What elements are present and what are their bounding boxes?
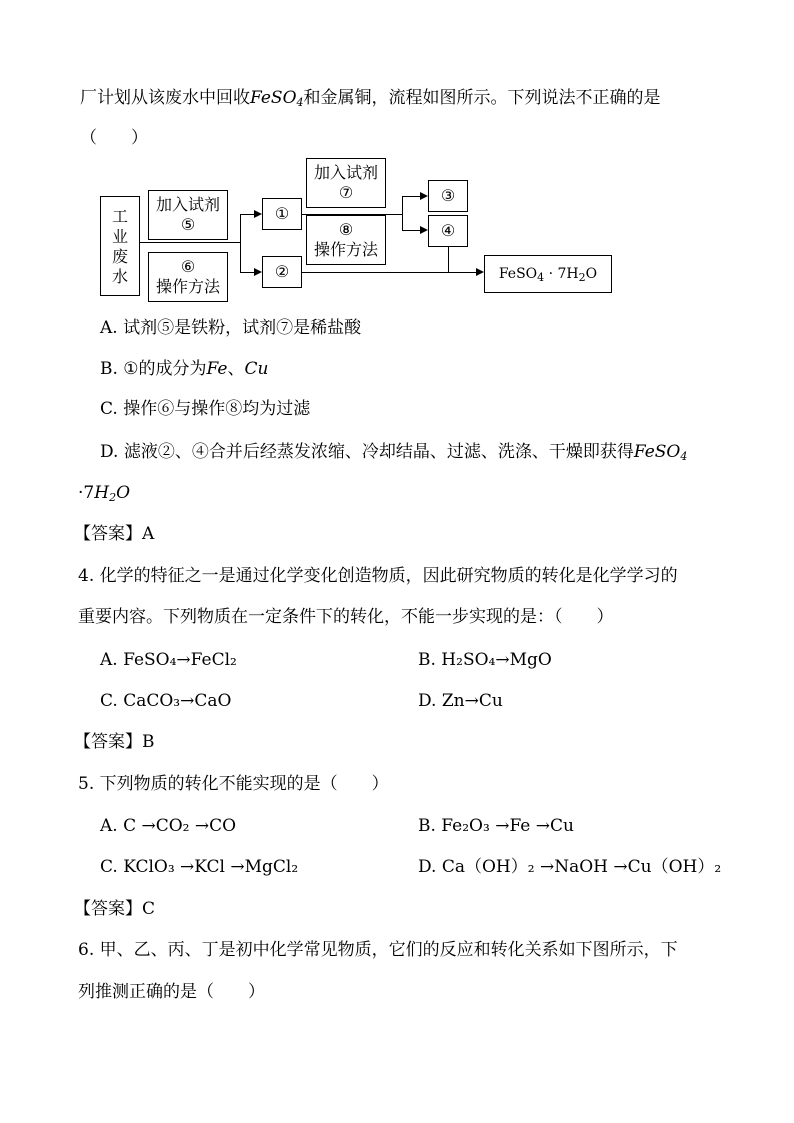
- q4-stem-line-2: 重要内容。下列物质在一定条件下的转化，不能一步实现的是：（ ）: [78, 607, 614, 627]
- connector-line: [240, 272, 254, 273]
- product-box: FeSO$_4$ · $7H_2O$: [484, 255, 612, 293]
- node-4-box: ④: [428, 215, 468, 247]
- operation-6-box: [148, 252, 228, 302]
- operation-6-number: ⑥: [180, 257, 196, 276]
- connector-line: [140, 242, 240, 243]
- connector-line: [402, 196, 403, 230]
- node-3-box: ③: [428, 180, 468, 212]
- reagent-7-label: 加入试剂: [313, 163, 378, 182]
- arrow-head: [420, 226, 428, 234]
- reagent-5-label: 加入试剂: [155, 195, 220, 214]
- q4-option-a: A. FeSO₄→FeCl₂: [100, 650, 237, 670]
- q3-option-d: D. 滤液②、④合并后经蒸发浓缩、冷却结晶、过滤、洗涤、干燥即获得FeSO$_4$: [100, 442, 688, 463]
- operation-6-label: 操作方法: [155, 277, 220, 296]
- connector-line: [302, 214, 402, 215]
- q4-option-c: C. CaCO₃→CaO: [100, 691, 232, 711]
- connector-line: [240, 214, 241, 272]
- q5-option-b: B. Fe₂O₃ →Fe →Cu: [418, 816, 574, 836]
- q3-option-a: A. 试剂⑤是铁粉，试剂⑦是稀盐酸: [100, 318, 362, 338]
- connector-line: [448, 247, 449, 272]
- process-flow-diagram: [0, 0, 794, 320]
- reagent-7-number: ⑦: [338, 183, 354, 202]
- operation-8-label: 操作方法: [313, 240, 378, 259]
- node-2-box: ②: [262, 256, 302, 288]
- q4-option-d: D. Zn→Cu: [418, 691, 503, 711]
- intro-formula: FeSO$_4$: [250, 88, 304, 109]
- arrow-head: [476, 268, 484, 276]
- reagent-5-number: ⑤: [180, 215, 196, 234]
- q4-option-b: B. H₂SO₄→MgO: [418, 650, 552, 670]
- node-1-box: ①: [262, 198, 302, 230]
- wastewater-box: [100, 196, 140, 296]
- connector-line: [402, 230, 420, 231]
- reagent-5-box: [148, 190, 228, 240]
- q4-stem-line-1: 4. 化学的特征之一是通过化学变化创造物质，因此研究物质的转化是化学学习的: [78, 566, 678, 586]
- wastewater-char-3: 废: [111, 247, 128, 266]
- q3-option-c: C. 操作⑥与操作⑧均为过滤: [100, 399, 311, 419]
- q5-stem: 5. 下列物质的转化不能实现的是（ ）: [78, 774, 389, 794]
- arrow-head: [420, 192, 428, 200]
- connector-line: [302, 272, 476, 273]
- q4-answer: 【答案】B: [74, 732, 155, 752]
- connector-line: [240, 214, 254, 215]
- q3-option-d-continued: $\cdot 7H_2O$: [78, 483, 130, 504]
- connector-line: [402, 196, 420, 197]
- intro-text-1: 厂计划从该废水中回收: [80, 88, 250, 108]
- arrow-head: [254, 210, 262, 218]
- wastewater-char-1: 工: [111, 207, 128, 226]
- q5-option-d: D. Ca（OH）₂ →NaOH →Cu（OH）₂: [418, 857, 722, 877]
- operation-8-box: [306, 215, 386, 265]
- q3-option-b: B. ①的成分为Fe、Cu: [100, 359, 269, 379]
- intro-blank: （ ）: [80, 128, 148, 148]
- q5-option-c: C. KClO₃ →KCl →MgCl₂: [100, 857, 299, 877]
- q5-option-a: A. C →CO₂ →CO: [100, 816, 237, 836]
- arrow-head: [254, 268, 262, 276]
- intro-text-2: 和金属铜，流程如图所示。下列说法不正确的是: [303, 88, 661, 108]
- wastewater-char-2: 业: [111, 227, 128, 246]
- wastewater-char-4: 水: [111, 267, 128, 286]
- q5-answer: 【答案】C: [74, 899, 156, 919]
- q6-stem-line-2: 列推测正确的是（ ）: [78, 982, 265, 1002]
- q3-answer: 【答案】A: [74, 524, 155, 544]
- operation-8-number: ⑧: [338, 220, 354, 239]
- q6-stem-line-1: 6. 甲、乙、丙、丁是初中化学常见物质，它们的反应和转化关系如下图所示，下: [78, 940, 678, 960]
- reagent-7-box: [306, 158, 386, 208]
